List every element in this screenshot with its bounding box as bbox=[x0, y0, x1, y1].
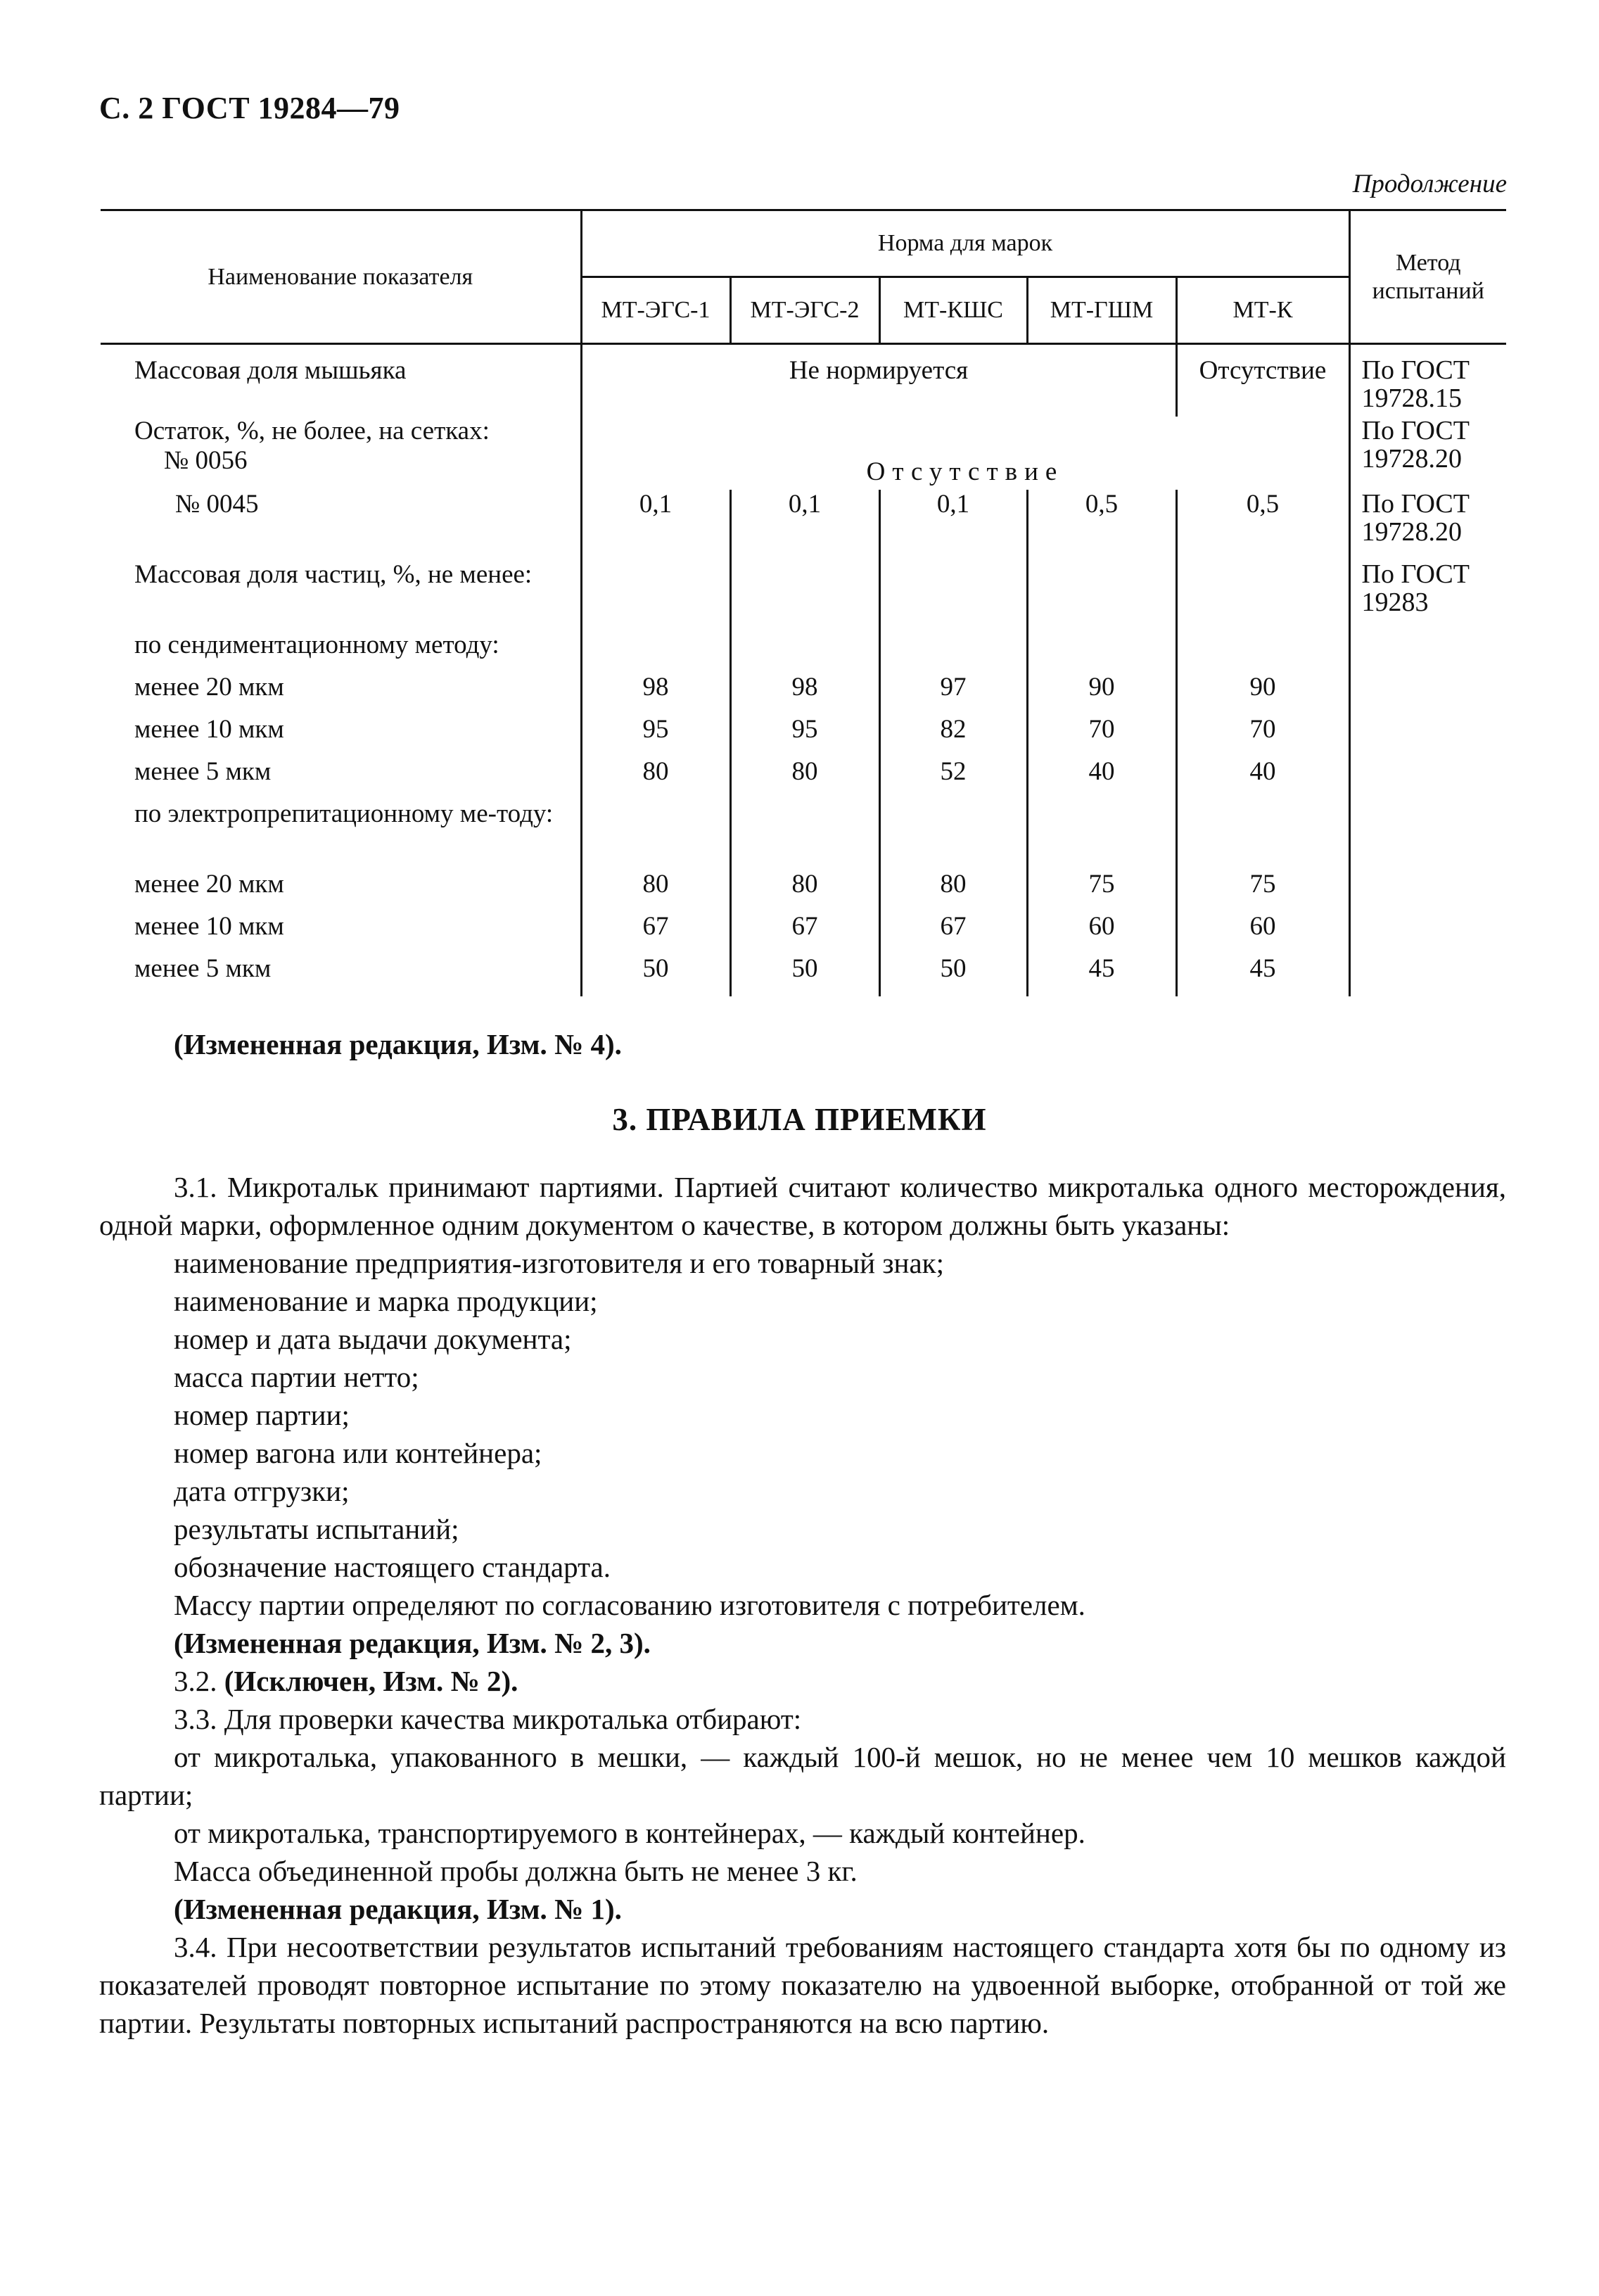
table-row bbox=[101, 673, 1506, 715]
section-title: 3. ПРАВИЛА ПРИЕМКИ bbox=[612, 1102, 987, 1137]
row-label: менее 20 мкм bbox=[134, 870, 284, 899]
col-name-header: Наименование показателя bbox=[101, 210, 581, 344]
table-cell: 60 bbox=[1176, 912, 1349, 954]
continuation-label: Продолжение bbox=[1352, 170, 1507, 198]
table-cell: 67 bbox=[581, 912, 730, 954]
table-cell: 95 bbox=[581, 715, 730, 757]
table-row bbox=[101, 954, 1506, 996]
row-label bbox=[101, 417, 581, 490]
excluded-note: (Исключен, Изм. № 2). bbox=[224, 1665, 518, 1697]
method-cell: По ГОСТ 19283 bbox=[1349, 560, 1506, 630]
residue-label: Остаток, %, не более, на сетках: bbox=[134, 417, 490, 445]
table-cell: 80 bbox=[730, 757, 879, 799]
table-cell: 98 bbox=[581, 673, 730, 715]
row-label: менее 10 мкм bbox=[134, 715, 284, 744]
paragraph-3-2 bbox=[99, 1662, 1506, 1700]
paragraph-3-4: 3.4. При несоответствии результатов испытаний требованиям настоящего стандарта хотя бы по одному из показателей проводят повторное испытание по этому показателю на удвоенной выборке, отобранной от той же партии. Результаты повторных испытаний распространяются на всю партию. bbox=[99, 1931, 1506, 2039]
table-cell: 97 bbox=[879, 673, 1027, 715]
table-cell: 40 bbox=[1176, 757, 1349, 799]
table-cell: 0,1 bbox=[581, 490, 730, 560]
grade-header: МТ-ЭГС-1 bbox=[581, 277, 730, 344]
grade-header: МТ-ЭГС-2 bbox=[730, 277, 879, 344]
absent-cell: Отсутствие bbox=[866, 457, 1064, 486]
section-body bbox=[99, 1168, 1506, 2042]
row-label: менее 20 мкм bbox=[134, 673, 284, 702]
page-header: С. 2 ГОСТ 19284—79 bbox=[99, 91, 400, 125]
row-label: № 0045 bbox=[175, 490, 259, 519]
row-label: Массовая доля мышьяка bbox=[134, 356, 407, 385]
table-cell: 0,5 bbox=[1027, 490, 1176, 560]
list-item: дата отгрузки; bbox=[174, 1475, 350, 1507]
table-row bbox=[101, 870, 1506, 912]
table-cell: 70 bbox=[1176, 715, 1349, 757]
table-cell: 50 bbox=[879, 954, 1027, 996]
table-cell: 98 bbox=[730, 673, 879, 715]
table-cell: 67 bbox=[879, 912, 1027, 954]
list-item: номер и дата выдачи документа; bbox=[174, 1323, 572, 1355]
table-cell: 75 bbox=[1176, 870, 1349, 912]
paragraph-number: 3.2. bbox=[174, 1665, 217, 1697]
mass-note: Массу партии определяют по согласованию изготовителя с потребителем. bbox=[174, 1589, 1085, 1621]
list-item: наименование предприятия-изготовителя и его товарный знак; bbox=[174, 1247, 944, 1279]
table-cell: 82 bbox=[879, 715, 1027, 757]
list-item: масса партии нетто; bbox=[174, 1361, 419, 1393]
paragraph-3-1: 3.1. Микротальк принимают партиями. Партией считают количество микроталька одного месторождения, одной марки, оформленное одним документом о качестве, в котором должны быть указаны: bbox=[99, 1171, 1506, 1241]
col-norm-header: Норма для марок bbox=[581, 210, 1349, 277]
table-row bbox=[101, 757, 1506, 799]
list-item: номер партии; bbox=[174, 1399, 350, 1431]
table-cell: 45 bbox=[1027, 954, 1176, 996]
table-cell: 50 bbox=[730, 954, 879, 996]
row-label: менее 5 мкм bbox=[134, 757, 272, 786]
table-cell: 40 bbox=[1027, 757, 1176, 799]
list-item: результаты испытаний; bbox=[174, 1513, 459, 1545]
method-cell: По ГОСТ 19728.20 bbox=[1349, 490, 1506, 560]
row-label: менее 5 мкм bbox=[134, 954, 272, 983]
table-cell: 80 bbox=[879, 870, 1027, 912]
sieve-0056-label: № 0056 bbox=[164, 446, 248, 475]
table-cell: 45 bbox=[1176, 954, 1349, 996]
table-row bbox=[101, 912, 1506, 954]
table-cell: 80 bbox=[581, 757, 730, 799]
row-label: менее 10 мкм bbox=[134, 912, 284, 941]
method-cell: По ГОСТ 19728.15 bbox=[1349, 344, 1506, 417]
table-row bbox=[101, 344, 1506, 417]
table-cell: 80 bbox=[730, 870, 879, 912]
table-cell: 0,1 bbox=[879, 490, 1027, 560]
row-label: по сендиментационному методу: bbox=[134, 630, 499, 659]
table-cell: 75 bbox=[1027, 870, 1176, 912]
amendment-note: (Измененная редакция, Изм. № 1). bbox=[174, 1893, 622, 1925]
table-cell: 0,5 bbox=[1176, 490, 1349, 560]
table-cell: 52 bbox=[879, 757, 1027, 799]
table-row bbox=[101, 560, 1506, 630]
table-cell: 80 bbox=[581, 870, 730, 912]
amendment-note-table: (Измененная редакция, Изм. № 4). bbox=[174, 1028, 622, 1060]
grade-header: МТ-ГШМ bbox=[1027, 277, 1176, 344]
spec-table bbox=[101, 209, 1506, 996]
list-item: номер вагона или контейнера; bbox=[174, 1437, 542, 1469]
grade-header: МТ-КШС bbox=[879, 277, 1027, 344]
amendment-note: (Измененная редакция, Изм. № 2, 3). bbox=[174, 1627, 651, 1659]
grade-header: МТ-К bbox=[1176, 277, 1349, 344]
table-cell: 67 bbox=[730, 912, 879, 954]
paragraph-3-3-a: от микроталька, упакованного в мешки, — каждый 100-й мешок, но не менее чем 10 мешков каждой партии; bbox=[99, 1741, 1506, 1811]
list-item: обозначение настоящего стандарта. bbox=[174, 1551, 611, 1583]
table-row bbox=[101, 417, 1506, 490]
table-cell: 90 bbox=[1176, 673, 1349, 715]
paragraph-3-3: 3.3. Для проверки качества микроталька отбирают: bbox=[174, 1703, 802, 1735]
table-row bbox=[101, 799, 1506, 870]
table-row bbox=[101, 715, 1506, 757]
table-cell: 95 bbox=[730, 715, 879, 757]
table-cell: 70 bbox=[1027, 715, 1176, 757]
list-item: наименование и марка продукции; bbox=[174, 1285, 598, 1317]
table-cell: 60 bbox=[1027, 912, 1176, 954]
table-cell: 50 bbox=[581, 954, 730, 996]
paragraph-3-3-b: от микроталька, транспортируемого в контейнерах, — каждый контейнер. bbox=[174, 1817, 1085, 1849]
table-cell: Отсутствие bbox=[1176, 344, 1349, 417]
table-row bbox=[101, 490, 1506, 560]
row-label: по электропрепитационному ме-тоду: bbox=[134, 799, 554, 828]
not-normed-cell: Не нормируется bbox=[581, 344, 1176, 417]
method-cell: По ГОСТ 19728.20 bbox=[1349, 417, 1506, 490]
table-row bbox=[101, 630, 1506, 673]
row-label: Массовая доля частиц, %, не менее: bbox=[134, 560, 533, 589]
table-cell: 90 bbox=[1027, 673, 1176, 715]
table-cell: 0,1 bbox=[730, 490, 879, 560]
col-method-header: Метод испытаний bbox=[1349, 210, 1506, 344]
paragraph-3-3-c: Масса объединенной пробы должна быть не менее 3 кг. bbox=[174, 1855, 858, 1887]
